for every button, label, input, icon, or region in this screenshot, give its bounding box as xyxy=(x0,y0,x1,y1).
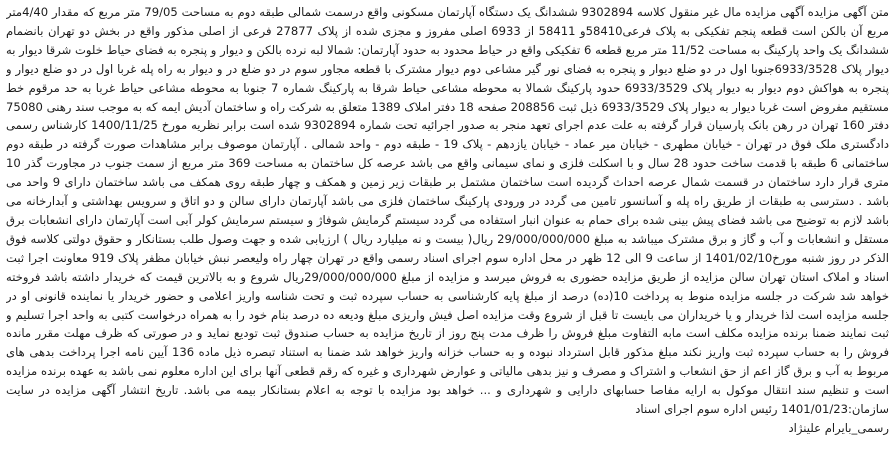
notice-body-text: متن آگهی مزایده آگهی مزایده مال غیر منقول کلاسه 9302894 ششدانگ یک دستگاه آپارتمان مسکونی واقع درسمت شمالی طبقه دوم به مساحت 79/05 متر مربع که مقدار 4/40متر مربع آن بالکن است قطعه پنجم تفکیکی به پلاک فرعی58410و 58411 از 6933 اصلی مفروز و مجزی شده از پلاک 27877 فرعی از اصلی مذکور واقع در بخش دو تهران بانضمام ششدانگ یک واحد پارکینگ به مساحت 11/52 متر مربع قطعه 6 تفکیکی واقع در حیاط محدود به حدود آپارتمان: شمالا لبه نرده بالکن و دیوار و پنجره به فضای حیاط خلوت شرقا دیوار به دیوار پلاک 6933/3528جنوبا اول در دو ضلع دیوار و پنجره به فضای نور گیر مشاعی دوم دیوار مشترک با قطعه مجاور سوم در دو ضلع در و دیوار به راه پله غربا اول در دو ضلع دیوار و پنجره به هواکش دوم دیوار به دیوار پلاک 6933/3529 حدود پارکینگ شمالا به محوطه مشاعی حیاط شرقا به پارکینگ شماره 7 جنوبا به محوطه مشاعی حیاط غربا به حد مرقوم خط مستقیم مفروض است غربا دیوار به دیوار پلاک 6933/3529 ذیل ثبت 208856 صفحه 18 دفتر املاک 1389 متعلق به شرکت راه و ساختمان آدیش ایمه که به موجب سند رهنی 75080 دفتر 160 تهران در رهن بانک پارسیان قرار گرفته به علت عدم اجرای تعهد منجر به صدور اجرائیه تحت شماره 9302894 شده است برابر نظریه مورخ 1400/11/25 کارشناس رسمی دادگستری ملک فوق در تهران - خیابان مطهری - خیابان میر عماد - خیابان یازدهم - پلاک 19 - طبقه دوم - واحد شمالی . آپارتمان موصوف برابر مشاهدات صورت گرفته در طبقه دوم ساختمانی 6 طبقه با قدمت ساخت حدود 28 سال و با اسکلت فلزی و نمای سیمانی واقع می باشد عرصه کل ساختمان به مساحت 369 متر مربع از سمت جنوب در مجاورت گذر 10 متری قرار دارد ساختمان در قسمت شمال عرصه احداث گردیده است ساختمان مشتمل بر طبقات زیر زمین و همکف و چهار طبقه روی همکف می باشد ساختمان دارای 9 واحد می باشد . دسترسی به طبقات از طریق راه پله و آسانسور تامین می گردد در ورودی پارکینگ ساختمان فلزی می باشد آپارتمان دارای سالن و دو اتاق و سرویس بهداشتی و آبدارخانه می باشد لازم به توضیح می باشد فضای پیش بینی شده برای حمام به عنوان انبار استفاده می گردد سیستم گرمایش شوفاژ و سیستم سرمایش کولر آبی است آپارتمان دارای انشعابات برق مستقل و انشعابات و آب و گاز و برق مشترک میباشد به مبلغ 29/000/000/000 ریال( بیست و نه میلیارد ریال ) ارزیابی شده و جهت وصول طلب بستانکار و حقوق دولتی کلاسه فوق الذکر در روز شنبه مورخ1401/02/10 از ساعت 9 الی 12 ظهر در محل اداره سوم اجرای اسناد رسمی واقع در تهران چهار راه ولیعصر نبش خیابان مظفر پلاک 919 معاونت اجرا ثبت اسناد و املاک استان تهران سالن مزایده از طریق مزایده حضوری به فروش میرسد و مزایده از مبلغ 29/000/000/000ریال شروع و به بالاترین قیمت که خریدار داشته باشد فروخته خواهد شد شرکت در جلسه مزایده منوط به پرداخت 10(ده) درصد از مبلغ پایه کارشناسی به حساب سپرده ثبت و تحت شناسه واریز اعلامی و حضور خریدار یا نماینده قانونی او در جلسه مزایده است لذا خریدار و یا خریداران می بایست تا قبل از شروع وقت مزایده اصل فیش واریزی مبلغ ودیعه ده درصد بنام خود را به همراه درخواست کتبی به واحد اجرا تسلیم و ثبت نمایند ضمنا برنده مزایده مکلف است مابه التفاوت مبلغ فروش را ظرف مدت پنج روز از تاریخ مزایده به حساب صندوق ثبت تودیع نماید و در صورتی که ظرف مهلت مقرر مانده فروش را به حساب سپرده ثبت واریز نکند مبلغ مذکور قابل استرداد نبوده و به حساب خزانه واریز خواهد شد ضمنا به استناد تبصره ذیل ماده 136 آیین نامه اجرا پرداخت بدهی های مربوط به آب و برق گاز اعم از حق انشعاب و اشتراک و مصرف و نیز بدهی مالیاتی و عوارض شهرداری و غیره که رقم قطعی آنها برای این اداره معلوم نمی باشد به عهده برنده مزایده است و تنظیم سند انتقال موکول به ارایه مفاصا حسابهای دارایی و شهرداری و ... خواهد بود مزایده با توجه به اعلام بستانکار بیمه می باشد. تاریخ انتشار آگهی مزایده در سایت سازمان:1401/01/23 رئیس اداره سوم اجرای اسناد xyxy=(6,5,889,417)
auction-notice xyxy=(6,3,889,468)
notice-signature: رسمی_بایرام علینژاد xyxy=(788,420,889,435)
